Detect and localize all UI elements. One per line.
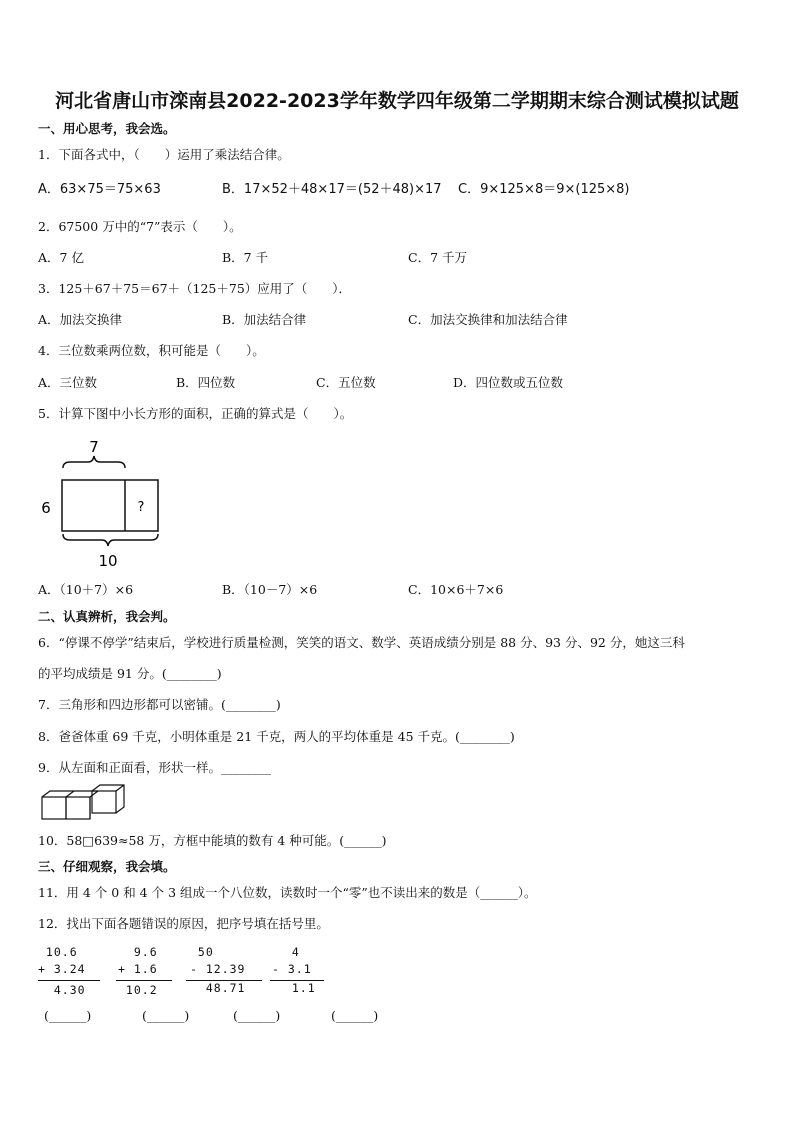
question-1-stem: 1．下面各式中，（ ）运用了乘法结合律。: [38, 147, 290, 162]
bottom-brace: [63, 534, 158, 546]
calc-3-result: 48.71: [190, 981, 246, 995]
q4-option-b: B．四位数: [176, 375, 236, 390]
top-brace: [63, 456, 125, 468]
figure-question-mark: ?: [137, 500, 145, 515]
answer-blank-1[interactable]: (______): [44, 1008, 92, 1023]
calc-2-result: 10.2: [118, 983, 158, 997]
question-2-stem: 2．67500 万中的“7”表示（ ）。: [38, 219, 242, 234]
answer-blank-2[interactable]: (______): [142, 1008, 190, 1023]
calc-4-top: 4: [276, 945, 300, 959]
question-4-stem: 4．三位数乘两位数，积可能是（ ）。: [38, 343, 265, 358]
figure-top-label: 7: [89, 438, 99, 456]
calc-2-mid: + 1.6: [118, 962, 158, 976]
q1-option-b: B．17×52＋48×17＝(52＋48)×17: [222, 182, 442, 197]
question-7: 7．三角形和四边形都可以密铺。(________): [38, 697, 281, 712]
q5-option-c: C．10×6＋7×6: [408, 582, 504, 597]
q4-option-c: C．五位数: [316, 375, 376, 390]
q2-option-c: C．7 千万: [408, 250, 467, 265]
calc-3-mid: - 12.39: [190, 962, 246, 976]
question-6-line-1: 6．“停课不停学”结束后，学校进行质量检测，笑笑的语文、数学、英语成绩分别是 88 分、93 分、92 分，她这三科: [38, 635, 685, 650]
calc-4-result: 1.1: [276, 981, 316, 995]
q5-option-a: A．（10＋7）×6: [38, 582, 134, 597]
q5-option-b: B．（10－7）×6: [222, 582, 318, 597]
calc-1-rule: [38, 980, 100, 981]
calc-2-top: 9.6: [118, 945, 158, 959]
page-title: 河北省唐山市滦南县2022-2023学年数学四年级第二学期期末综合测试模拟试题: [55, 90, 739, 112]
question-6-line-2: 的平均成绩是 91 分。(________): [38, 666, 222, 681]
q3-option-a: A．加法交换律: [38, 312, 123, 327]
q3-option-c: C．加法交换律和加法结合律: [408, 312, 568, 327]
q3-option-b: B．加法结合律: [222, 312, 307, 327]
answer-blank-4[interactable]: (______): [331, 1008, 379, 1023]
calc-3-top: 50: [190, 945, 214, 959]
figure-left-label: 6: [41, 499, 51, 517]
question-11: 11．用 4 个 0 和 4 个 3 组成一个八位数，读数时一个“零”也不读出来的数是（______）。: [38, 885, 537, 900]
section-3-heading: 三、仔细观察，我会填。: [38, 859, 176, 874]
q1-option-a: A．63×75＝75×63: [38, 182, 161, 197]
q2-option-a: A．7 亿: [38, 250, 84, 265]
question-10: 10．58□639≈58 万，方框中能填的数有 4 种可能。(______): [38, 833, 387, 848]
question-8: 8．爸爸体重 69 千克，小明体重是 21 千克，两人的平均体重是 45 千克。(________): [38, 729, 515, 744]
question-12-stem: 12．找出下面各题错误的原因，把序号填在括号里。: [38, 916, 329, 931]
question-5-stem: 5．计算下图中小长方形的面积，正确的算式是（ ）。: [38, 406, 353, 421]
q4-option-d: D．四位数或五位数: [453, 375, 564, 390]
rectangle-figure: [30, 434, 170, 574]
calc-1-top: 10.6: [38, 945, 78, 959]
calc-4-mid: - 3.1: [272, 962, 312, 976]
q4-option-a: A．三位数: [38, 375, 98, 390]
calc-1-mid: + 3.24: [38, 962, 86, 976]
section-1-heading: 一、用心思考，我会选。: [38, 121, 176, 136]
q1-option-c: C．9×125×8＝9×(125×8): [458, 182, 630, 197]
answer-blank-3[interactable]: (______): [233, 1008, 281, 1023]
question-9: 9．从左面和正面看，形状一样。________: [38, 760, 271, 775]
figure-bottom-label: 10: [98, 552, 118, 570]
q2-option-b: B．7 千: [222, 250, 269, 265]
calc-1-result: 4.30: [38, 983, 86, 997]
calc-2-rule: [116, 980, 172, 981]
question-3-stem: 3．125＋67＋75＝67＋（125＋75）应用了（ ）．: [38, 281, 352, 296]
section-2-heading: 二、认真辨析，我会判。: [38, 609, 176, 624]
cubes-figure: [40, 783, 130, 823]
